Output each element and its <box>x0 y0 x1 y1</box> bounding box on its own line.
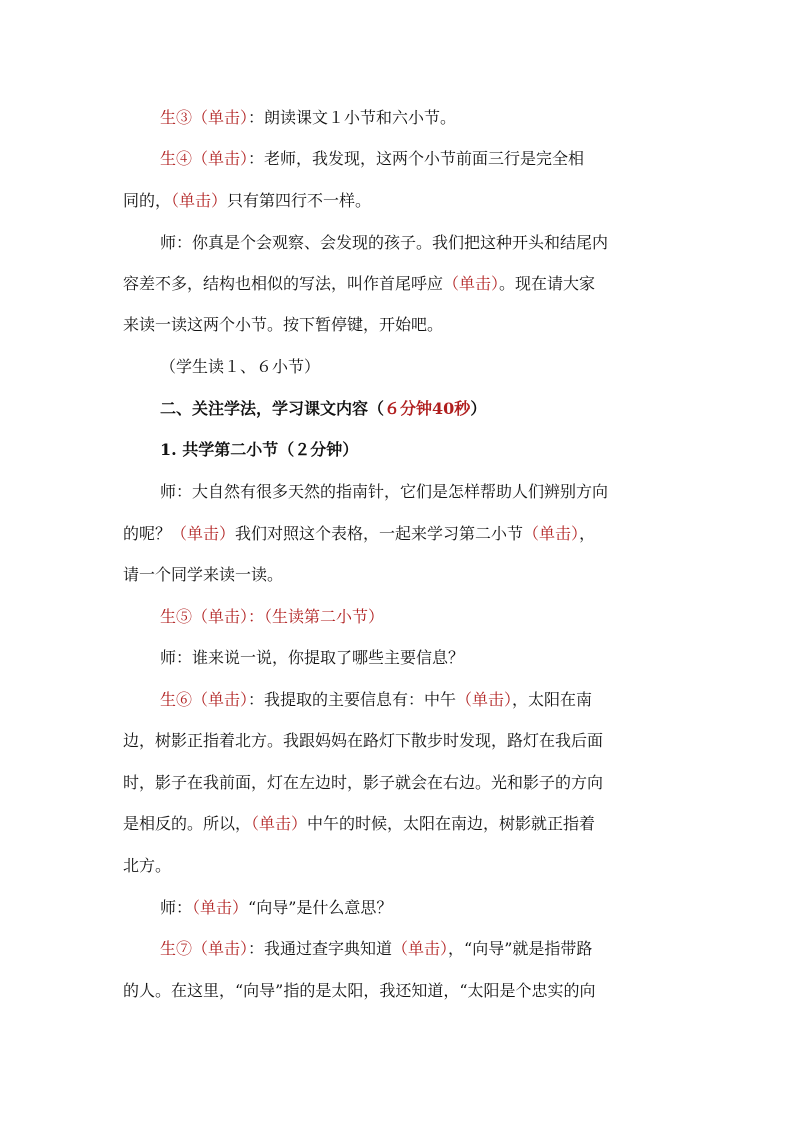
text-line-21 <box>160 938 592 960</box>
highlighted-text: （单击） <box>171 524 236 543</box>
highlighted-text: （单击） <box>523 524 580 543</box>
text-segment: ：我通过查字典知道 <box>248 939 393 958</box>
highlighted-text: 生⑦（单击） <box>160 939 249 958</box>
highlighted-text: （单击） <box>251 814 308 833</box>
text-segment: 师： <box>160 898 193 917</box>
text-segment: 容差不多，结构也相似的写法，叫作首尾呼应 <box>123 274 444 293</box>
text-line-20 <box>160 897 392 919</box>
text-segment: （学生读１、６小节） <box>160 357 321 376</box>
highlighted-text: （单击） <box>456 690 513 709</box>
text-line-3 <box>123 190 371 212</box>
text-segment: 师：你真是个会观察、会发现的孩子。我们把这种开头和结尾内 <box>160 233 609 252</box>
text-segment: ，“向导”就是指带路 <box>448 939 593 958</box>
text-line-4 <box>160 232 608 254</box>
highlighted-text: （单击） <box>443 274 500 293</box>
highlighted-text: （单击） <box>392 939 449 958</box>
text-segment: ） <box>470 399 487 418</box>
text-line-7 <box>160 356 320 378</box>
highlighted-text: ６分钟40秒 <box>384 399 471 418</box>
text-segment: （ <box>368 399 385 418</box>
section-heading <box>160 398 486 420</box>
text-segment: 的人。在这里，“向导”指的是太阳，我还知道，“太阳是个忠实的向 <box>123 981 596 1000</box>
text-segment: ，太阳在南 <box>512 690 593 709</box>
text-line-14 <box>160 647 464 669</box>
text-segment: 同的， <box>123 191 172 210</box>
text-line-19 <box>123 855 171 877</box>
text-segment: 只有第四行不一样。 <box>227 191 372 210</box>
text-line-16 <box>123 730 603 752</box>
text-line-22 <box>123 980 596 1002</box>
text-segment: 来读一读这两个小节。按下暂停键，开始吧。 <box>123 315 444 334</box>
text-segment: 的呢？ <box>123 524 172 543</box>
text-segment: 中午的时候，太阳在南边，树影就正指着 <box>307 814 596 833</box>
text-segment: 师：谁来说一说，你提取了哪些主要信息？ <box>160 648 465 667</box>
subsection-heading <box>160 439 358 461</box>
text-segment: ：朗读课文１小节和六小节。 <box>248 108 457 127</box>
text-segment: ：我提取的主要信息有：中午 <box>248 690 457 709</box>
text-segment: 师：大自然有很多天然的指南针，它们是怎样帮助人们辨别方向 <box>160 482 609 501</box>
text-segment: 时，影子在我前面，灯在左边时，影子就会在右边。光和影子的方向 <box>123 773 604 792</box>
text-line-2 <box>160 148 584 170</box>
text-segment: 请一个同学来读一读。 <box>123 565 284 584</box>
highlighted-text: 生⑤（单击）：（生读第二小节） <box>160 607 385 626</box>
highlighted-text: （单击） <box>192 898 249 917</box>
highlighted-text: 生③（单击） <box>160 108 249 127</box>
text-segment: 边，树影正指着北方。我跟妈妈在路灯下散步时发现，路灯在我后面 <box>123 731 604 750</box>
text-line-6 <box>123 314 443 336</box>
text-segment: 1. 共学第二小节（２分钟） <box>160 440 359 459</box>
text-segment: ， <box>579 524 596 543</box>
text-line-10 <box>160 481 608 503</box>
text-segment: “向导”是什么意思？ <box>248 898 393 917</box>
text-line-18 <box>123 813 595 835</box>
text-segment: 北方。 <box>123 856 172 875</box>
text-segment: 是相反的。所以， <box>123 814 252 833</box>
text-segment: 二、关注学法，学习课文内容 <box>160 399 369 418</box>
text-line-17 <box>123 772 603 794</box>
text-segment: ：老师，我发现，这两个小节前面三行是完全相 <box>248 149 585 168</box>
text-segment: 。现在请大家 <box>499 274 596 293</box>
text-segment: 我们对照这个表格，一起来学习第二小节 <box>235 524 524 543</box>
text-line-1 <box>160 107 456 129</box>
text-line-5 <box>123 273 595 295</box>
text-line-12 <box>123 564 283 586</box>
highlighted-text: 生④（单击） <box>160 149 249 168</box>
text-line-15 <box>160 689 592 711</box>
highlighted-text: 生⑥（单击） <box>160 690 249 709</box>
highlighted-text: （单击） <box>171 191 228 210</box>
text-line-11 <box>123 523 595 545</box>
text-line-13 <box>160 606 384 628</box>
